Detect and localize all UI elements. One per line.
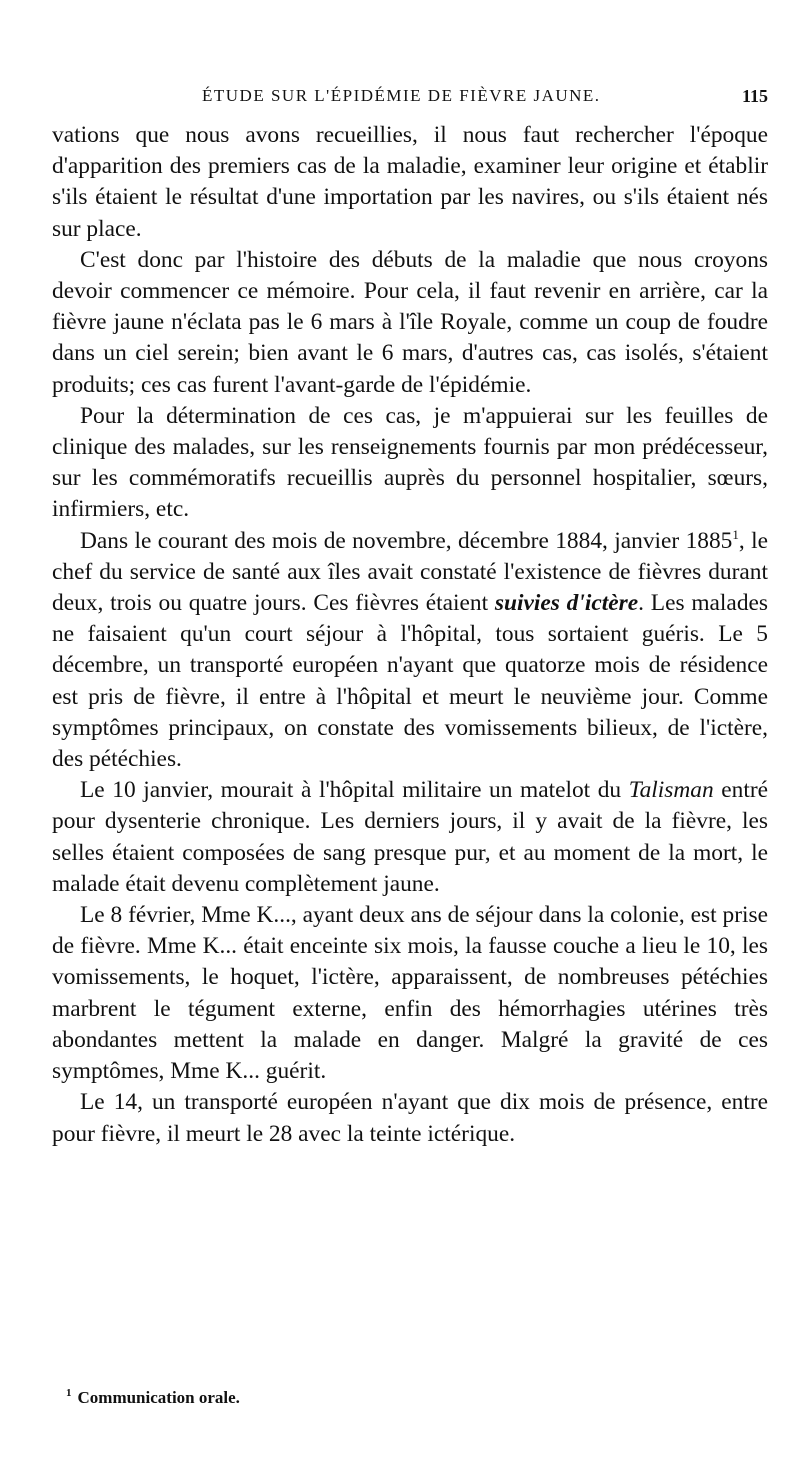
footnote-reference: 1 — [732, 526, 739, 542]
paragraph-7: Le 14, un transporté européen n'ayant que dix mois de présence, entre pour fièvre, il meurt le 28 avec la teinte ictérique. — [52, 1089, 768, 1147]
paragraph-5-part-b: entré pour dysenterie chronique. Les derniers jours, il y avait de la fièvre, les selles étaient composées de sang presque pur, et au moment de la mort, le malade était devenu complètement jaune. — [52, 777, 768, 897]
paragraph-1: vations que nous avons recueillies, il nous faut rechercher l'époque d'apparition des premiers cas de la maladie, examiner leur origine et établir s'ils étaient le résultat d'une importation par les navires, ou s'ils étaient nés sur place. — [52, 122, 768, 242]
body-text — [52, 120, 768, 1150]
paragraph-2: C'est donc par l'histoire des débuts de la maladie que nous croyons devoir commencer ce mémoire. Pour cela, il faut revenir en arrière, car la fièvre jaune n'éclata pas le 6 mars à l'île Royale, comme un coup de foudre dans un ciel serein; bien avant le 6 mars, d'autres cas, cas isolés, s'étaient produits; ces cas furent l'avant-garde de l'épidémie. — [52, 246, 768, 398]
footnote-marker: 1 — [66, 1387, 72, 1400]
paragraph-5 — [52, 775, 768, 900]
emphasized-phrase: suivies d'ictère — [494, 590, 639, 617]
paragraph-6: Le 8 février, Mme K..., ayant deux ans de séjour dans la colonie, est prise de fièvre. Mme K... était enceinte six mois, la fausse couche a lieu le 10, les vomissements, le hoquet, l'ictère, apparaissent, de nombreuses pétéchies marbrent le tégument externe, enfin des hémorrhagies utérines très abondantes mettent la malade en danger. Malgré la gravité de ces symptômes, Mme K... guérit. — [52, 902, 768, 1085]
footnote — [66, 1388, 240, 1408]
paragraph-4-part-c: . Les malades ne faisaient qu'un court séjour à l'hôpital, tous sortaient guéris. Le 5 décembre, un transporté européen n'ayant que quatorze mois de résidence est pris de fièvre, il entre à l'hôpital et meurt le neuvième jour. Comme symptômes principaux, on constate des vomissements bilieux, de l'ictère, des pétéchies. — [52, 590, 768, 773]
page-number: 115 — [741, 86, 768, 106]
paragraph-4-part-b: , le chef du service de santé aux îles avait constaté l'existence de fièvres durant deux, trois ou quatre jours. Ces fièvres étaient — [52, 527, 768, 617]
ship-name: Talisman — [628, 777, 714, 804]
footnote-text: Communication orale. — [77, 1388, 240, 1407]
running-title: ÉTUDE SUR L'ÉPIDÉMIE DE FIÈVRE JAUNE. — [202, 86, 601, 105]
paragraph-4-part-a: Dans le courant des mois de novembre, décembre 1884, janvier 1885 — [80, 527, 733, 554]
paragraph-4 — [52, 526, 768, 776]
page-header — [52, 86, 768, 112]
paragraph-3: Pour la détermination de ces cas, je m'appuierai sur les feuilles de clinique des malades, sur les renseignements fournis par mon prédécesseur, sur les commémoratifs recueillis auprès du personnel hospitalier, sœurs, infirmiers, etc. — [52, 402, 768, 523]
paragraph-5-part-a: Le 10 janvier, mourait à l'hôpital militaire un matelot du — [80, 777, 629, 804]
